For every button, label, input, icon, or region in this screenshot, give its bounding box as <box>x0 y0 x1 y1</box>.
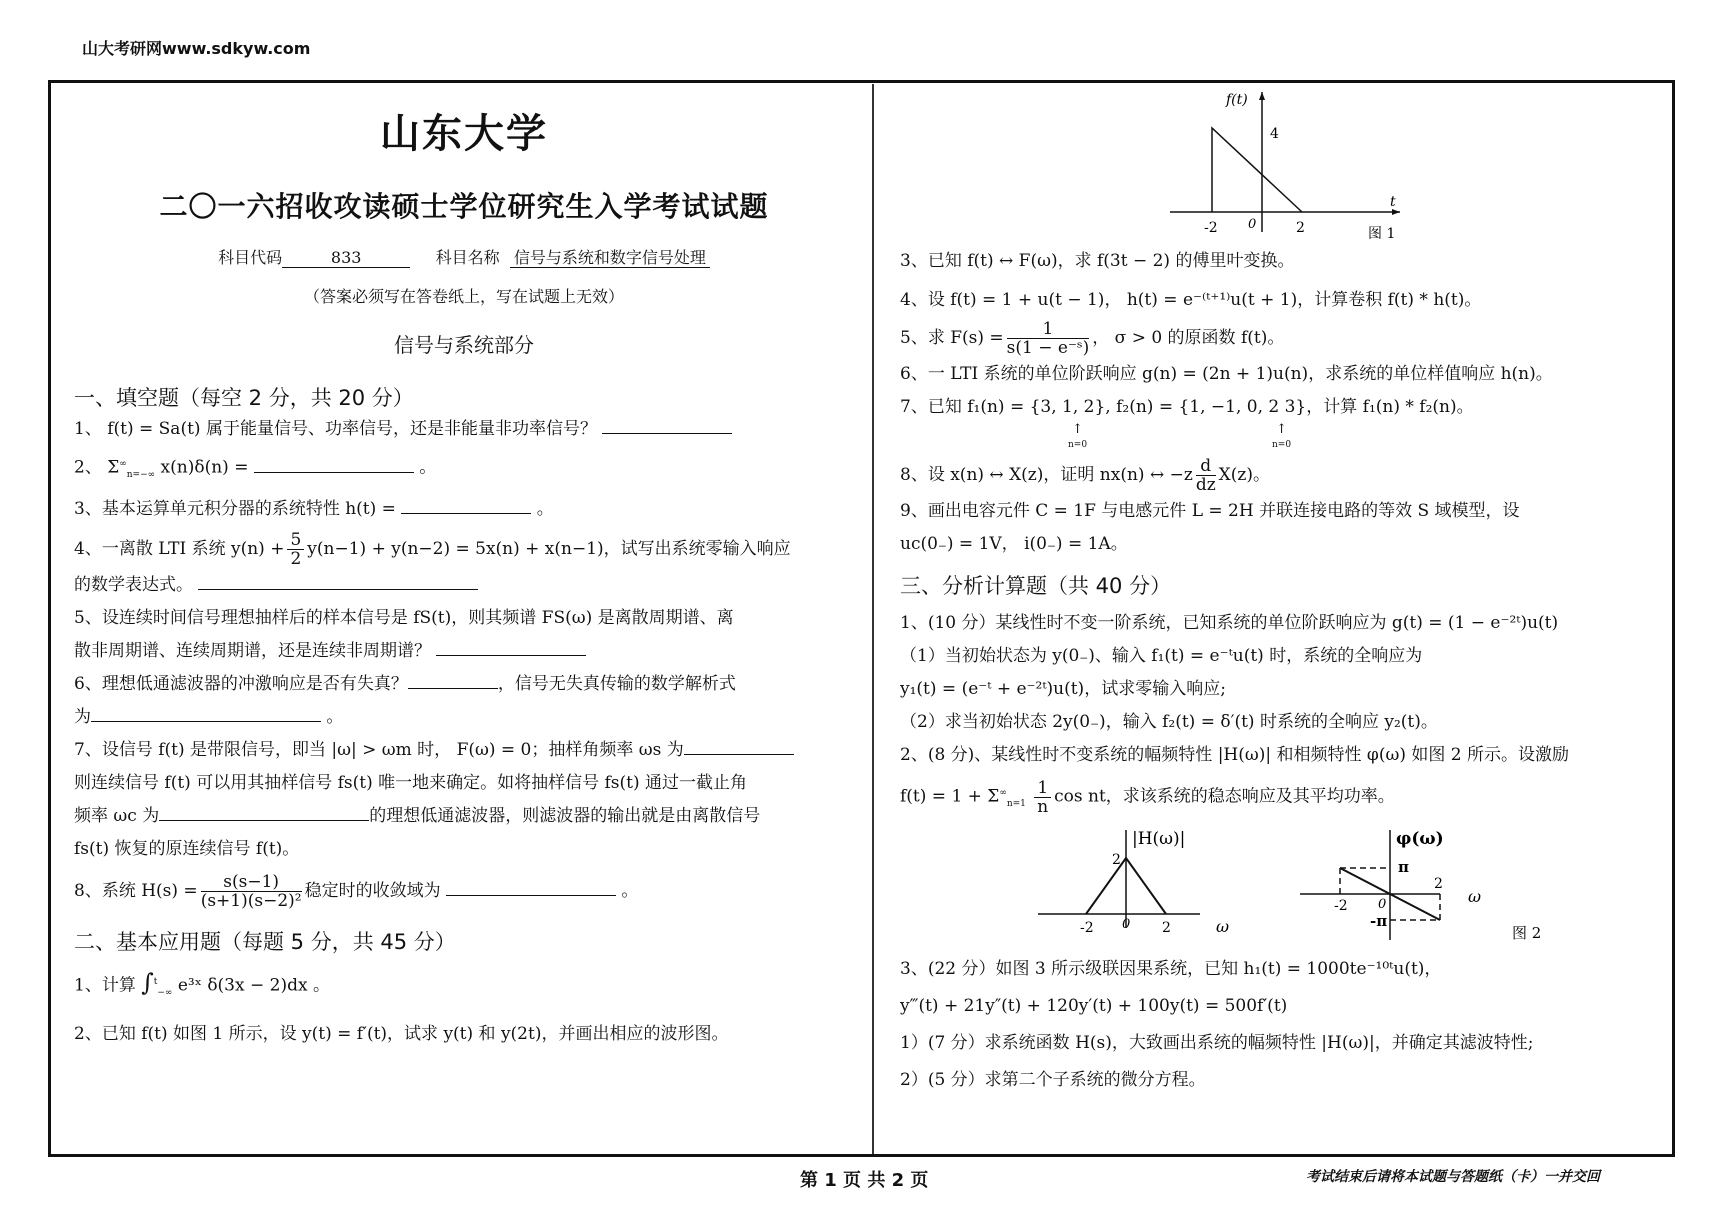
s3-q3-d: 2）(5 分）求第二个子系统的微分方程。 <box>900 1070 1206 1091</box>
s1-q1: 1、 f(t) = Sa(t) 属于能量信号、功率信号，还是非能量非功率信号？ <box>74 414 854 445</box>
section-3-heading: 三、分析计算题（共 40 分） <box>900 574 1172 598</box>
s1-q4-cont: 的数学表达式。 <box>74 570 854 601</box>
s2-q8: 8、设 x(n) ↔ X(z)，证明 nx(n) ↔ −z $\frac{d}{dz}$ X(z)。 <box>900 456 1270 495</box>
s3-q3-b: y‴(t) + 21y″(t) + 120y′(t) + 100y(t) = 500f′(t) <box>900 996 1288 1017</box>
column-divider <box>872 84 874 1154</box>
s1-q5-cont: 散非周期谱、连续周期谱，还是连续非周期谱？ <box>74 636 854 667</box>
s3-q1-c: y₁(t) = (e⁻ᵗ + e⁻²ᵗ)u(t)，试求零输入响应; <box>900 679 1226 699</box>
fig2-ph-label: φ(ω) <box>1396 829 1444 850</box>
fig2-ph-xm2: -2 <box>1334 898 1348 915</box>
s2-q9: 9、画出电容元件 C = 1F 与电感元件 L = 2H 并联连接电路的等效 S 域模型，设 <box>900 501 1520 521</box>
name-label: 科目名称 <box>435 248 500 267</box>
s1-q8: 8、系统 H(s) = $\frac{s(s-1)}{\text{(s+1)(s−2)²}}$ 稳定时的收敛域为 。 <box>74 872 639 912</box>
fig1-val4: 4 <box>1270 126 1279 142</box>
fig1-x0: 0 <box>1248 217 1257 232</box>
fig1-caption: 图 1 <box>1368 226 1396 242</box>
s2-q2: 2、已知 f(t) 如图 1 所示，设 y(t) = f′(t)，试求 y(t) 和 y(2t)，并画出相应的波形图。 <box>74 1024 729 1045</box>
fig2-ph-mpi: -π <box>1370 912 1388 931</box>
s2-q7-arrows: ↑ n=0 ↑ n=0 <box>1068 422 1292 450</box>
s1-q4: 4、一离散 LTI 系统 y(n) + $\frac{5}{2}$ y(n−1) + y(n−2) = 5x(n) + x(n−1)，试写出系统零输入响应 <box>74 530 791 570</box>
s1-q7-c: 频率 ωc 为 的理想低通滤波器，则滤波器的输出就是由离散信号 <box>74 806 761 827</box>
s1-q2: 2、 $\Sigma^\infty_{n=-\infty}$ x(n)δ(n) = 。 <box>74 457 437 481</box>
exam-title: 二〇一六招收攻读硕士学位研究生入学考试试题 <box>159 190 769 223</box>
s1-q7-e: fs(t) 恢复的原连续信号 f(t)。 <box>74 839 300 860</box>
fig1-ylabel: f(t) <box>1226 92 1248 108</box>
fig2-caption: 图 2 <box>1512 924 1542 943</box>
s2-q7: 7、已知 f₁(n) = {3, 1, 2}, f₂(n) = {1, −1, 0, 2 3}，计算 f₁(n) * f₂(n)。 <box>900 397 1474 417</box>
fig2-mag-xm2: -2 <box>1080 920 1094 937</box>
fig2-mag-2: 2 <box>1112 852 1121 869</box>
s3-q1: 1、(10 分）某线性时不变一阶系统，已知系统的单位阶跃响应为 g(t) = (1 − e⁻²ᵗ)u(t) <box>900 613 1559 633</box>
s1-q7-b: 则连续信号 f(t) 可以用其抽样信号 fs(t) 唯一地来确定。如将抽样信号 fs(t) 通过一截止角 <box>74 773 748 794</box>
fig2-ph-x2: 2 <box>1434 876 1443 893</box>
fig2-mag-x0: 0 <box>1122 917 1131 933</box>
name-value: 信号与系统和数字信号处理 <box>510 248 710 268</box>
answer-notice: （答案必须写在答卷纸上，写在试题上无效） <box>303 287 624 306</box>
s2-q6: 6、一 LTI 系统的单位阶跃响应 g(n) = (2n + 1)u(n)，求系统的单位样值响应 h(n)。 <box>900 364 1553 384</box>
site-watermark: 山大考研网www.sdkyw.com <box>82 39 311 58</box>
page-number: 第 1 页 共 2 页 <box>800 1170 929 1191</box>
s2-q1: 1、计算 ∫$^t_{-\infty}$ e³ˣ δ(3x − 2)dx 。 <box>74 968 330 999</box>
fig2-ph-x0: 0 <box>1378 897 1387 913</box>
s3-q1-d: （2）求当初始状态 2y(0₋)，输入 f₂(t) = δ′(t) 时系统的全响应 y₂(t)。 <box>900 712 1438 732</box>
s3-q3: 3、(22 分）如图 3 所示级联因果系统，已知 h₁(t) = 1000te⁻¹⁰ᵗu(t)， <box>900 959 1442 980</box>
s3-q3-c: 1）(7 分）求系统函数 H(s)，大致画出系统的幅频特性 |H(ω)|，并确定其滤波特性; <box>900 1033 1534 1054</box>
right-column <box>900 84 1670 1096</box>
s1-q6-cont: 为 。 <box>74 707 344 728</box>
code-value: 833 <box>282 248 410 268</box>
figure-2 <box>900 822 1670 952</box>
fig2-ph-w: ω <box>1468 887 1482 907</box>
part-heading: 信号与系统部分 <box>394 333 534 357</box>
fig2-mag-w: ω <box>1216 917 1230 937</box>
subject-row <box>74 245 854 268</box>
s1-q5: 5、设连续时间信号理想抽样后的样本信号是 fS(t)，则其频谱 FS(ω) 是离散周期谱、离 <box>74 608 734 629</box>
s3-q1-b: （1）当初始状态为 y(0₋)、输入 f₁(t) = e⁻ᵗu(t) 时，系统的全响应为 <box>900 646 1423 666</box>
fig2-mag-label: |H(ω)| <box>1132 829 1186 850</box>
fig1-xlabel: t <box>1390 194 1396 210</box>
fig2-mag-x2: 2 <box>1162 920 1171 937</box>
s3-q2: 2、(8 分)、某线性时不变系统的幅频特性 |H(ω)| 和相频特性 φ(ω) 如图 2 所示。设激励 <box>900 745 1569 765</box>
left-column <box>74 84 854 1050</box>
s2-q4: 4、设 f(t) = 1 + u(t − 1)， h(t) = e⁻⁽ᵗ⁺¹⁾u(t + 1)，计算卷积 f(t) * h(t)。 <box>900 290 1482 310</box>
s1-q3: 3、基本运算单元积分器的系统特性 h(t) = 。 <box>74 499 554 520</box>
s2-q5: 5、求 F(s) = $\frac{1}{\text{s(1 − e⁻ˢ)}}$ ， σ > 0 的原函数 f(t)。 <box>900 319 1285 358</box>
section-2-heading: 二、基本应用题（每题 5 分，共 45 分） <box>74 930 456 955</box>
section-1-heading: 一、填空题（每空 2 分，共 20 分） <box>74 386 414 410</box>
footer-note: 考试结束后请将本试题与答题纸（卡）一并交回 <box>1306 1169 1600 1185</box>
figure-1 <box>1160 84 1420 244</box>
s3-q2-b: $f(t) = 1 + \Sigma^\infty_{n=1}$ $\frac{1}{n}$ cos nt，求该系统的稳态响应及其平均功率。 <box>900 777 1395 817</box>
code-label: 科目代码 <box>218 248 283 267</box>
s2-q3: 3、已知 f(t) ↔ F(ω)，求 f(3t − 2) 的傅里叶变换。 <box>900 251 1295 271</box>
fig2-ph-pi: π <box>1398 858 1409 877</box>
s1-q7: 7、设信号 f(t) 是带限信号，即当 |ω| > ωm 时， F(ω) = 0；抽样角频率 ωs 为 <box>74 735 854 766</box>
s1-q6: 6、理想低通滤波器的冲激响应是否有失真？ ，信号无失真传输的数学解析式 <box>74 674 736 695</box>
university-title: 山东大学 <box>380 110 548 157</box>
fig1-x2: 2 <box>1296 220 1305 236</box>
fig1-xm2: -2 <box>1204 220 1218 236</box>
s2-q9-cont: uc(0₋) = 1V， i(0₋) = 1A。 <box>900 534 1128 554</box>
